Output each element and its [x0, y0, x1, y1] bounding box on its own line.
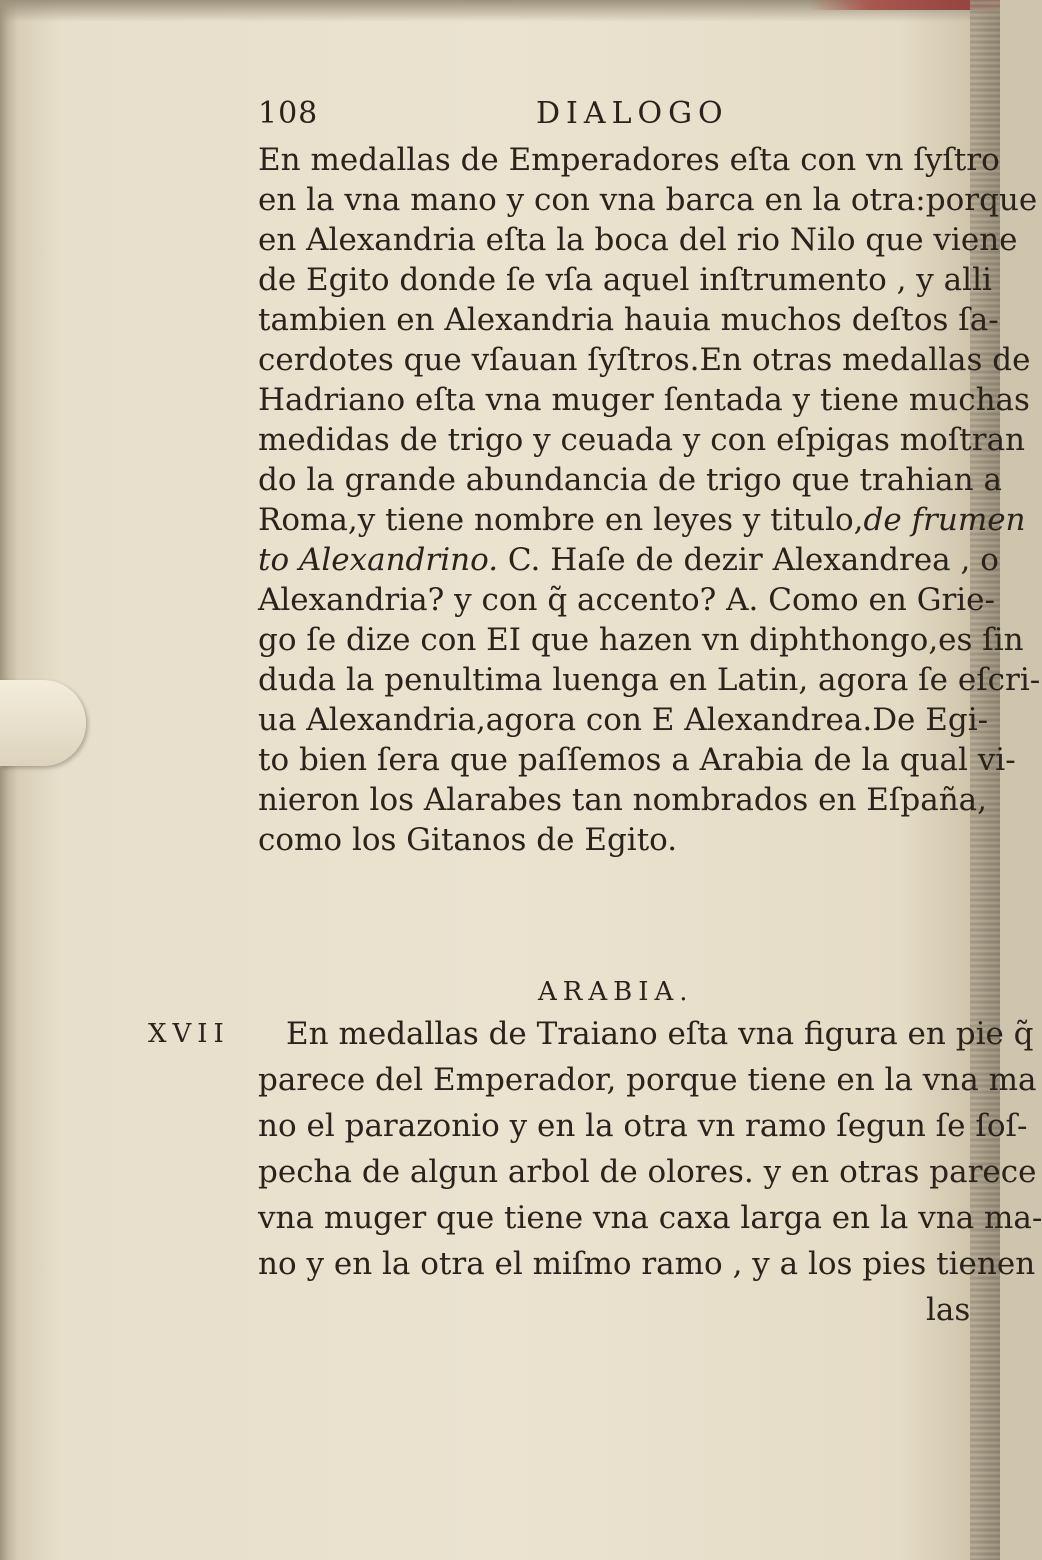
text-line: nieron los Alarabes tan nombrados en Eſpaña, — [258, 782, 987, 818]
text-line: de Egito donde ſe vſa aquel inſtrumento , y alli — [258, 262, 992, 298]
text-line: en Alexandria eſta la boca del rio Nilo que viene — [258, 222, 1018, 258]
text-line: como los Gitanos de Egito. — [258, 822, 678, 858]
text-line: no y en la otra el miſmo ramo , y a los pies tienen — [258, 1246, 1036, 1282]
text-line: ua Alexandria,agora con E Alexandrea.De Egi- — [258, 702, 989, 738]
italic-segment: to Alexandrino. — [258, 542, 499, 578]
italic-segment: de frumen — [863, 502, 1026, 538]
folio-number: 108 — [258, 96, 319, 131]
text-segment: Roma,y tiene nombre en leyes y titulo, — [258, 502, 864, 538]
catchword: las — [926, 1292, 971, 1328]
text-line: vna muger que tiene vna caxa larga en la vna ma- — [258, 1200, 1042, 1236]
text-line: parece del Emperador, porque tiene en la vna ma — [258, 1062, 1037, 1098]
text-line: go ſe dize con EI que hazen vn diphthongo,es ſin — [258, 622, 1024, 658]
running-head: DIALOGO — [536, 96, 729, 131]
text-line: Alexandria? y con q̃ accento? A. Como en Grie- — [258, 582, 996, 618]
text-line: tambien en Alexandria hauia muchos deſtos ſa- — [258, 302, 999, 338]
text-segment: C. Haſe de dezir Alexandrea , o — [498, 542, 999, 578]
text-line: en la vna mano y con vna barca en la otra:porque — [258, 182, 1038, 218]
text-line: cerdotes que vſauan ſyſtros.En otras medallas de — [258, 342, 1031, 378]
text-line: En medallas de Emperadores eſta con vn ſyſtro — [258, 142, 1000, 178]
text-line: medidas de trigo y ceuada y con eſpigas moſtran — [258, 422, 1026, 458]
text-line: do la grande abundancia de trigo que trahian a — [258, 462, 1002, 498]
page-header — [258, 96, 738, 140]
text-line: En medallas de Traiano eſta vna figura en pie q̃ — [286, 1016, 1034, 1052]
section-heading: ARABIA. — [538, 977, 694, 1007]
text-line — [258, 500, 1026, 540]
text-line: to bien ſera que paſſemos a Arabia de la qual vi- — [258, 742, 1016, 778]
text-line: pecha de algun arbol de olores. y en otras parece — [258, 1154, 1037, 1190]
margin-numeral: XVII — [148, 1019, 230, 1049]
text-line — [258, 540, 999, 580]
text-line: Hadriano eſta vna muger ſentada y tiene muchas — [258, 382, 1030, 418]
text-line: no el parazonio y en la otra vn ramo ſegun ſe ſoſ- — [258, 1108, 1028, 1144]
text-line: duda la penultima luenga en Latin, agora ſe eſcri- — [258, 662, 1041, 698]
